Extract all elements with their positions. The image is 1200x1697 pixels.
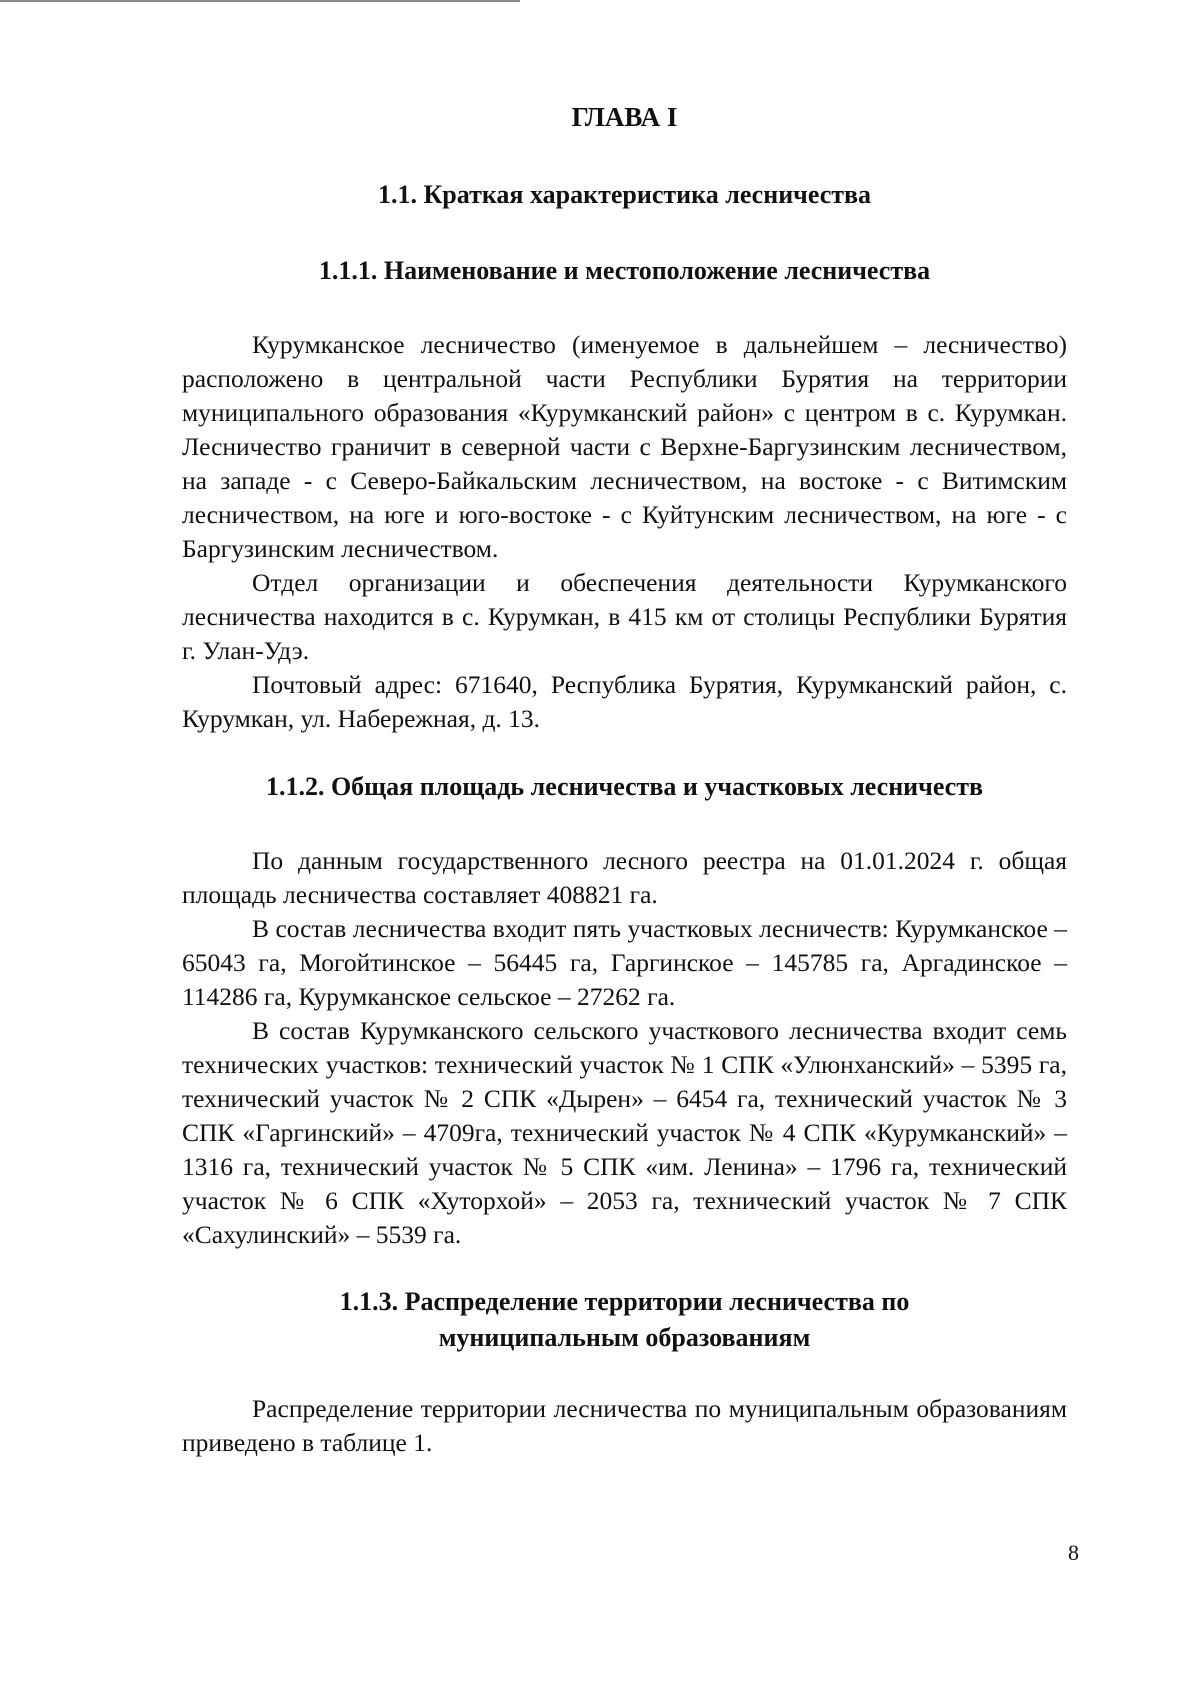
scan-edge-line [0,0,520,2]
section-1-1-3-heading-line2: муниципальным образованиям [438,1323,811,1352]
chapter-heading: ГЛАВА I [571,102,678,132]
page-number: 8 [1068,1540,1079,1565]
paragraph-municipal-distribution: Распределение территории лесничества по муниципальным образованиям приведено в таблице 1. [182,1394,1067,1457]
paragraph-technical-plots: В состав Курумканского сельского участкового лесничества входит семь технических участков: технический участок № 1 СПК «Улюнханский» – 5395 га, технический участок № 2 СПК «Дырен» – 6454 га, технический участок № 3 СПК «Гаргинский» – 4709га, технический участок № 4 СПК «Курумканский» – 1316 га, технический участок № 5 СПК «им. Ленина» – 1796 га, технический участок № 6 СПК «Хуторхой» – 2053 га, технический участок № 7 СПК «Сахулинский» – 5539 га. [182,1016,1067,1249]
paragraph-office: Отдел организации и обеспечения деятельности Курумканского лесничества находится в с. Курумкан, в 415 км от столицы Республики Бурятия г. Улан-Удэ. [182,568,1067,665]
paragraph-total-area: По данным государственного лесного реестра на 01.01.2024 г. общая площадь лесничества составляет 408821 га. [182,846,1067,909]
section-1-1-3-heading [182,1284,1067,1356]
paragraph-postal-address: Почтовый адрес: 671640, Республика Бурятия, Курумканский район, с. Курумкан, ул. Набережная, д. 13. [182,670,1067,733]
paragraph-district-forestries: В состав лесничества входит пять участковых лесничеств: Курумканское – 65043 га, Могойтинское – 56445 га, Гаргинское – 145785 га, Аргадинское – 114286 га, Курумканское сельское – 27262 га. [182,914,1067,1011]
section-1-1-2-heading: 1.1.2. Общая площадь лесничества и участковых лесничеств [265,772,984,801]
section-1-1-1-heading: 1.1.1. Наименование и местоположение лесничества [318,256,931,285]
section-1-1-3-heading-line1: 1.1.3. Распределение территории лесничества по [339,1287,910,1316]
section-1-1-heading: 1.1. Краткая характеристика лесничества [377,180,872,209]
document-page [182,100,1067,1460]
paragraph-location: Курумканское лесничество (именуемое в дальнейшем – лесничество) расположено в центральной части Республики Бурятия на территории муниципального образования «Курумканский район» с центром в с. Курумкан. Лесничество граничит в северной части с Верхне-Баргузинским лесничеством, на западе - с Северо-Байкальским лесничеством, на востоке - с Витимским лесничеством, на юге и юго-востоке - с Куйтунским лесничеством, на юге - с Баргузинским лесничеством. [182,330,1067,563]
